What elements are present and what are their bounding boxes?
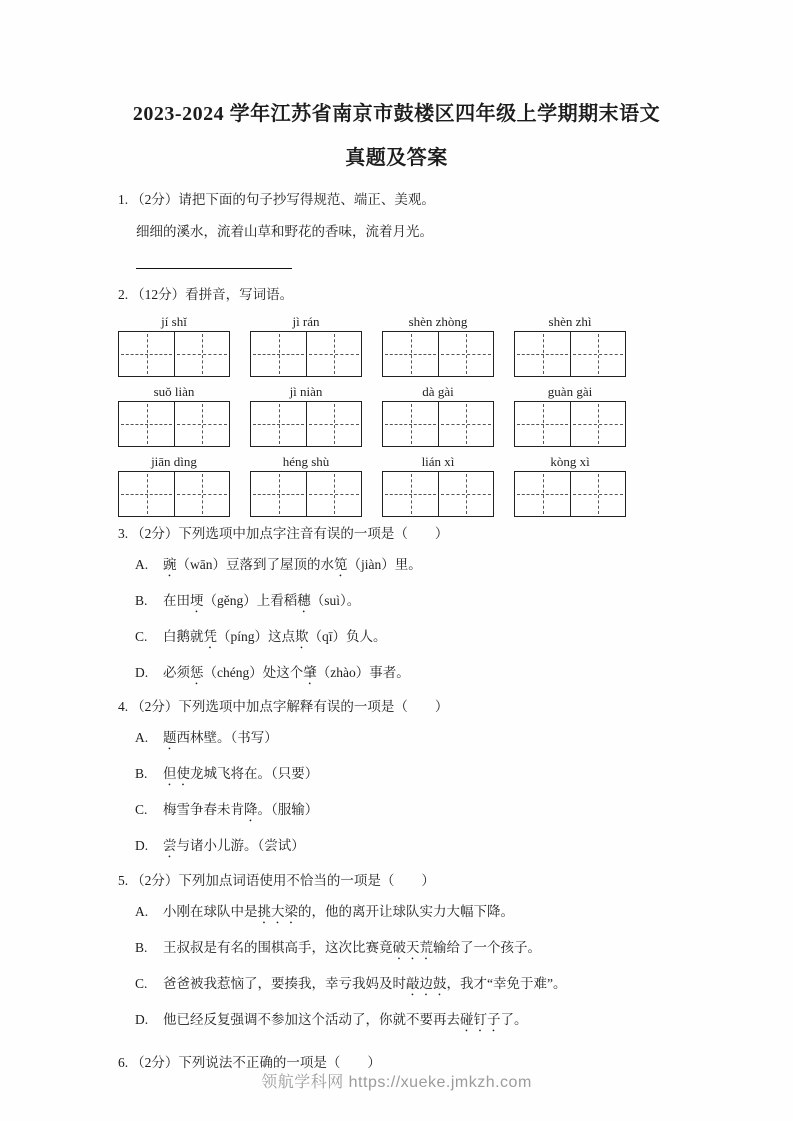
dotted-emphasis-text: 欺 — [295, 629, 309, 644]
option-text — [163, 663, 410, 688]
option-B — [135, 938, 723, 963]
writing-grid — [382, 331, 494, 377]
pinyin-label: jì niàn — [289, 384, 323, 399]
option-label: C. — [135, 629, 148, 644]
question-5-stem: （2分）下列加点词语使用不恰当的一项是（ ） — [131, 873, 435, 888]
question-4 — [118, 697, 723, 861]
option-C — [135, 974, 723, 999]
pinyin-row — [118, 383, 626, 447]
question-4-options — [135, 728, 723, 861]
writing-cell — [570, 402, 625, 446]
plain-text: （píng）这点 — [217, 629, 296, 644]
plain-text: （suì）。 — [310, 593, 361, 608]
title-line-2: 真题及答案 — [345, 147, 448, 169]
pinyin-item — [382, 313, 494, 377]
plain-text: 的，他的离开让球队实力大幅下降。 — [298, 904, 514, 919]
pinyin-label: shèn zhì — [548, 314, 592, 329]
question-3-stem: （2分）下列选项中加点字注音有误的一项是（ ） — [131, 526, 449, 541]
writing-cell — [306, 472, 361, 516]
plain-text: ，我才“幸免于难”。 — [446, 976, 567, 991]
option-A — [135, 728, 723, 753]
writing-cell — [515, 472, 570, 516]
writing-cell — [174, 402, 229, 446]
option-D — [135, 663, 723, 688]
plain-text: 了。 — [500, 1012, 528, 1027]
writing-cell — [438, 332, 493, 376]
plain-text: 爸爸被我惹恼了，要揍我，幸亏我妈及时 — [163, 976, 406, 991]
question-3-line — [118, 524, 723, 544]
writing-grid — [382, 471, 494, 517]
plain-text: 白鹅就 — [163, 629, 204, 644]
pinyin-label: jí shǐ — [161, 314, 187, 329]
pinyin-item — [118, 313, 230, 377]
plain-text: 梅雪争春未肯 — [163, 802, 244, 817]
pinyin-label: kòng xì — [550, 454, 590, 469]
pinyin-label: shèn zhòng — [408, 314, 468, 329]
option-label: C. — [135, 802, 148, 817]
question-1 — [118, 190, 723, 269]
plain-text: 。（服输） — [257, 802, 319, 817]
option-text — [163, 1010, 528, 1035]
writing-cell — [383, 402, 438, 446]
writing-cell — [438, 472, 493, 516]
pinyin-row — [118, 313, 626, 377]
plain-text: 必须 — [163, 665, 190, 680]
writing-cell — [383, 332, 438, 376]
dotted-emphasis-text: 惩 — [190, 665, 204, 680]
copy-sentence: 细细的溪水，流着山草和野花的香味，流着月光。 — [136, 224, 433, 239]
question-3 — [118, 524, 723, 688]
writing-cell — [306, 402, 361, 446]
question-5-number: 5. — [118, 873, 129, 888]
option-A — [135, 902, 723, 927]
plain-text: （chéng）处这个 — [203, 665, 304, 680]
option-text — [163, 591, 360, 616]
dotted-emphasis-text: 肇 — [303, 665, 317, 680]
dotted-emphasis-text: 笕 — [334, 557, 348, 572]
page-title — [0, 0, 793, 172]
option-label: A. — [135, 557, 149, 572]
plain-text: 小刚在球队中是 — [163, 904, 258, 919]
pinyin-item — [118, 453, 230, 517]
option-text — [163, 728, 278, 753]
option-text — [163, 627, 387, 652]
option-label: D. — [135, 838, 149, 853]
pinyin-item — [118, 383, 230, 447]
question-2-line — [118, 285, 723, 305]
dotted-emphasis-text: 挑大梁 — [257, 904, 298, 919]
pinyin-item — [250, 453, 362, 517]
dotted-emphasis-text: 敲边鼓 — [406, 976, 447, 991]
pinyin-item — [514, 453, 626, 517]
question-5-options — [135, 902, 723, 1035]
writing-cell — [119, 332, 174, 376]
writing-cell — [570, 472, 625, 516]
question-6-number: 6. — [118, 1055, 129, 1070]
footer-watermark: 领航学科网 https://xueke.jmkzh.com — [261, 1074, 532, 1091]
pinyin-label: jì rán — [292, 314, 320, 329]
question-4-stem: （2分）下列选项中加点字解释有误的一项是（ ） — [131, 699, 449, 714]
pinyin-label: suǒ liàn — [153, 384, 195, 399]
plain-text: （jiàn）里。 — [347, 557, 422, 572]
writing-grid — [514, 331, 626, 377]
option-label: D. — [135, 665, 149, 680]
plain-text: 在田 — [163, 593, 190, 608]
writing-cell — [174, 472, 229, 516]
dotted-emphasis-text: 豌 — [163, 557, 177, 572]
dotted-emphasis-text: 碰钉子 — [460, 1012, 501, 1027]
question-5-line — [118, 871, 723, 891]
option-text — [163, 902, 514, 927]
pinyin-label: guàn gài — [547, 384, 593, 399]
option-D — [135, 836, 723, 861]
writing-cell — [251, 332, 306, 376]
pinyin-row — [118, 453, 626, 517]
exam-content — [0, 190, 793, 1073]
question-5 — [118, 871, 723, 1035]
pinyin-item — [382, 383, 494, 447]
pinyin-item — [250, 383, 362, 447]
pinyin-label: lián xì — [421, 454, 455, 469]
option-text — [163, 836, 305, 861]
dotted-emphasis-text: 破天荒 — [392, 940, 433, 955]
dotted-emphasis-text: 题 — [163, 730, 177, 745]
writing-cell — [383, 472, 438, 516]
option-label: C. — [135, 976, 148, 991]
option-label: B. — [135, 766, 148, 781]
question-1-number: 1. — [118, 192, 129, 207]
option-label: A. — [135, 730, 149, 745]
dotted-emphasis-text: 穗 — [297, 593, 311, 608]
title-line-1: 2023-2024 学年江苏省南京市鼓楼区四年级上学期期末语文 — [132, 103, 661, 125]
writing-grid — [250, 331, 362, 377]
option-label: D. — [135, 1012, 149, 1027]
option-D — [135, 1010, 723, 1035]
option-label: B. — [135, 940, 148, 955]
option-text — [163, 974, 566, 999]
plain-text: 他已经反复强调不参加这个活动了，你就不要再去 — [163, 1012, 460, 1027]
plain-text: 龙城飞将在。（只要） — [190, 766, 319, 781]
question-3-options — [135, 555, 723, 688]
writing-cell — [515, 332, 570, 376]
option-text — [163, 800, 318, 825]
plain-text: （gěng）上看稻 — [203, 593, 298, 608]
option-C — [135, 800, 723, 825]
question-3-number: 3. — [118, 526, 129, 541]
writing-cell — [174, 332, 229, 376]
writing-cell — [251, 472, 306, 516]
question-6-stem: （2分）下列说法不正确的一项是（ ） — [131, 1055, 381, 1070]
question-1-stem: （2分）请把下面的句子抄写得规范、端正、美观。 — [131, 192, 435, 207]
pinyin-label: héng shù — [282, 454, 330, 469]
question-4-number: 4. — [118, 699, 129, 714]
option-label: A. — [135, 904, 149, 919]
dotted-emphasis-text: 降 — [244, 802, 258, 817]
dotted-emphasis-text: 但使 — [163, 766, 190, 781]
pinyin-item — [514, 313, 626, 377]
writing-cell — [251, 402, 306, 446]
writing-grid — [250, 401, 362, 447]
writing-cell — [438, 402, 493, 446]
option-C — [135, 627, 723, 652]
option-B — [135, 764, 723, 789]
question-1-line — [118, 190, 723, 210]
dotted-emphasis-text: 尝 — [163, 838, 177, 853]
writing-grid — [514, 401, 626, 447]
option-label: B. — [135, 593, 148, 608]
writing-cell — [306, 332, 361, 376]
writing-grid — [514, 471, 626, 517]
writing-grid — [118, 471, 230, 517]
answer-blank-line — [136, 268, 292, 269]
question-2-number: 2. — [118, 287, 129, 302]
option-text — [163, 938, 541, 963]
dotted-emphasis-text: 埂 — [190, 593, 204, 608]
writing-grid — [118, 331, 230, 377]
plain-text: （wān）豆落到了屋顶的水 — [176, 557, 334, 572]
writing-cell — [119, 402, 174, 446]
option-A — [135, 555, 723, 580]
pinyin-item — [514, 383, 626, 447]
dotted-emphasis-text: 凭 — [203, 629, 217, 644]
plain-text: 与诸小儿游。（尝试） — [176, 838, 305, 853]
plain-text: 输给了一个孩子。 — [433, 940, 541, 955]
writing-grid — [118, 401, 230, 447]
pinyin-item — [382, 453, 494, 517]
writing-grid — [250, 471, 362, 517]
option-B — [135, 591, 723, 616]
pinyin-item — [250, 313, 362, 377]
writing-cell — [515, 402, 570, 446]
question-2-stem: （12分）看拼音，写词语。 — [131, 287, 294, 302]
plain-text: （qī）负人。 — [308, 629, 387, 644]
plain-text: （zhào）事者。 — [316, 665, 410, 680]
writing-grid — [382, 401, 494, 447]
plain-text: 西林壁。（书写） — [176, 730, 278, 745]
pinyin-label: dà gài — [422, 384, 454, 399]
question-4-line — [118, 697, 723, 717]
writing-cell — [570, 332, 625, 376]
writing-cell — [119, 472, 174, 516]
option-text — [163, 764, 318, 789]
option-text — [163, 555, 422, 580]
pinyin-word-grid — [118, 313, 626, 517]
question-2 — [118, 285, 723, 517]
pinyin-label: jiān dìng — [151, 454, 197, 469]
plain-text: 王叔叔是有名的围棋高手，这次比赛竟 — [163, 940, 393, 955]
